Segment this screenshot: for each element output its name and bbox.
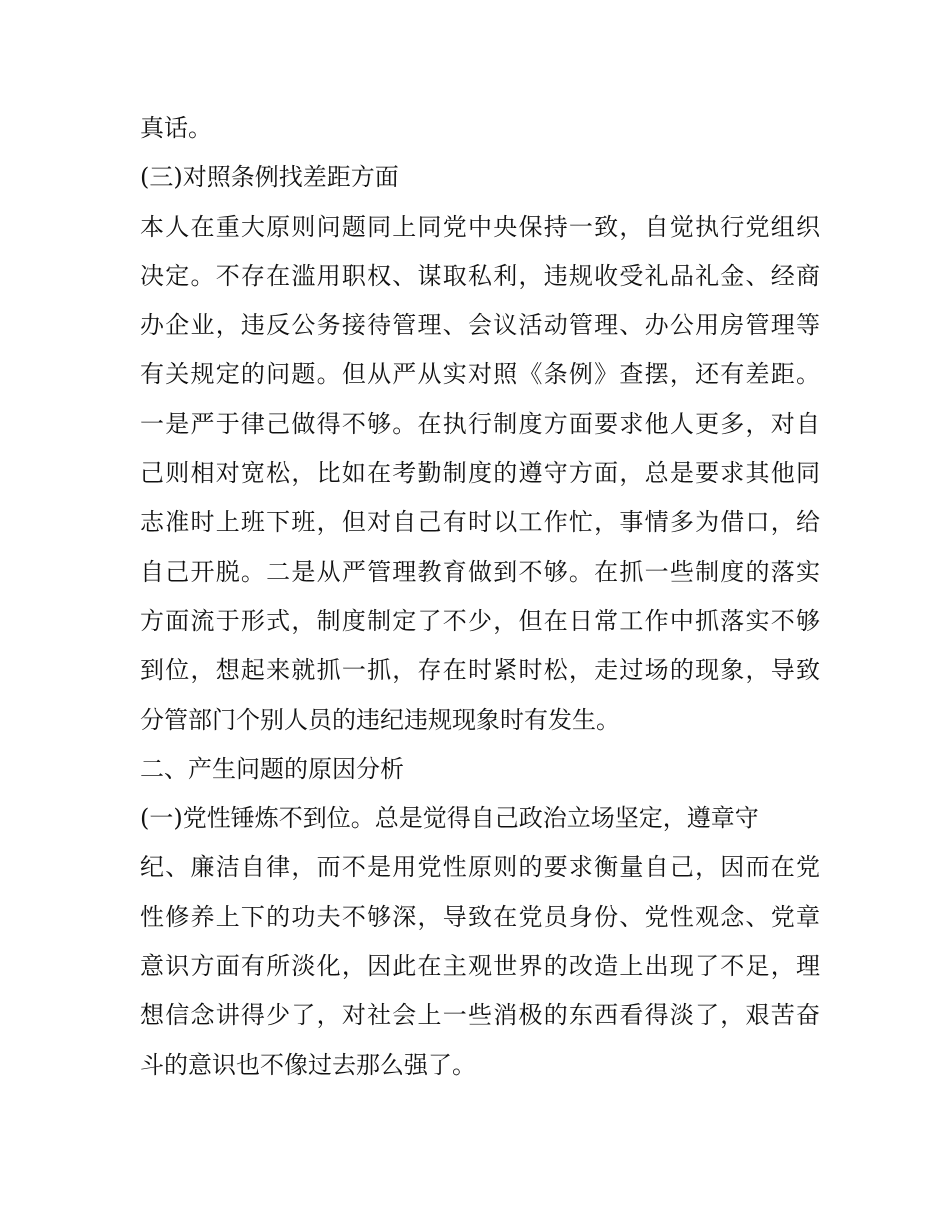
text-line: 决定。不存在滥用职权、谋取私利，违规收受礼品礼金、经商 [140,261,820,290]
text-line: 意识方面有所淡化，因此在主观世界的改造上出现了不足，理 [140,952,820,981]
text-line: 真话。 [140,114,212,142]
text-line: 志准时上班下班，但对自己有时以工作忙，事情多为借口，给 [140,508,820,537]
text-line: 性修养上下的功夫不够深，导致在党员身份、党性观念、党章 [140,902,820,931]
document-body [140,104,820,1090]
text-line: (一)党性锤炼不到位。总是觉得自己政治立场坚定，遵章守 [140,804,759,833]
text-line: 己则相对宽松，比如在考勤制度的遵守方面，总是要求其他同 [140,459,820,488]
section-heading: (三)对照条例找差距方面 [140,163,399,192]
text-line: 想信念讲得少了，对社会上一些消极的东西看得淡了，艰苦奋 [140,1001,820,1030]
text-line: 斗的意识也不像过去那么强了。 [140,1050,476,1079]
text-line: 本人在重大原则问题同上同党中央保持一致，自觉执行党组织 [140,212,820,241]
text-line: 分管部门个别人员的违纪违规现象时有发生。 [140,705,620,734]
text-line: 有关规定的问题。但从严从实对照《条例》查摆，还有差距。 [140,360,820,389]
text-line: 到位，想起来就抓一抓，存在时紧时松，走过场的现象，导致 [140,656,820,685]
text-line: 办企业，违反公务接待管理、会议活动管理、办公用房管理等 [140,311,820,340]
section-heading: 二、产生问题的原因分析 [140,754,404,783]
text-line: 一是严于律己做得不够。在执行制度方面要求他人更多，对自 [140,409,820,438]
text-line: 纪、廉洁自律，而不是用党性原则的要求衡量自己，因而在党 [140,853,820,882]
text-line: 方面流于形式，制度制定了不少，但在日常工作中抓落实不够 [140,606,820,635]
text-line: 自己开脱。二是从严管理教育做到不够。在抓一些制度的落实 [140,557,820,586]
